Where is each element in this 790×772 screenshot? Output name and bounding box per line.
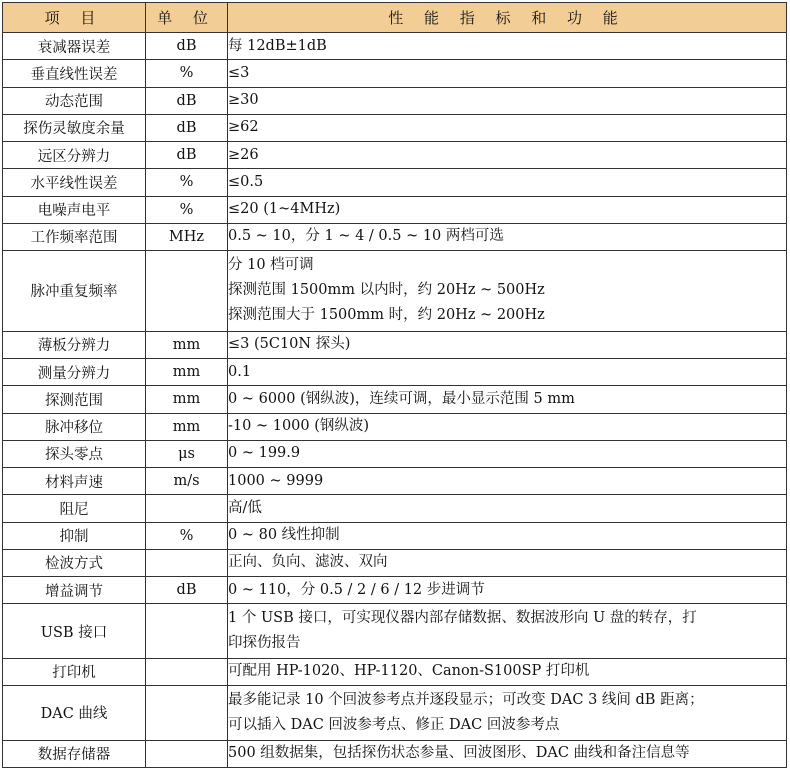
unit-cell: mm (146, 386, 228, 413)
item-cell: DAC 曲线 (3, 686, 146, 741)
table-row (3, 169, 787, 196)
performance-cell (228, 251, 787, 332)
unit-cell (146, 604, 228, 659)
item-cell: 衰减器误差 (3, 33, 146, 60)
unit-cell (146, 740, 228, 767)
unit-cell: dB (146, 87, 228, 114)
item-cell: 脉冲重复频率 (3, 251, 146, 332)
unit-cell: dB (146, 577, 228, 604)
performance-cell (228, 359, 787, 386)
performance-cell (228, 577, 787, 604)
performance-cell (228, 142, 787, 169)
table-row (3, 658, 787, 685)
table-row (3, 686, 787, 741)
performance-line: 分 10 档可调 (228, 257, 314, 274)
unit-cell: m/s (146, 468, 228, 495)
performance-cell (228, 440, 787, 467)
unit-cell (146, 686, 228, 741)
item-cell: 检波方式 (3, 549, 146, 576)
item-cell: 探测范围 (3, 386, 146, 413)
performance-cell (228, 740, 787, 767)
table-row (3, 495, 787, 522)
unit-cell: % (146, 60, 228, 87)
header-row (3, 3, 787, 33)
table-row (3, 196, 787, 223)
performance-line: 0.5 ~ 10，分 1 ~ 4 / 0.5 ~ 10 两档可选 (228, 228, 504, 245)
performance-line: 0.1 (228, 363, 252, 380)
header-performance: 性 能 指 标 和 功 能 (228, 3, 787, 33)
performance-line: 印探伤报告 (228, 635, 301, 652)
item-cell: 垂直线性误差 (3, 60, 146, 87)
unit-cell: dB (146, 142, 228, 169)
performance-cell (228, 223, 787, 250)
unit-cell: mm (146, 359, 228, 386)
table-row (3, 223, 787, 250)
spec-table (2, 2, 787, 768)
performance-cell (228, 549, 787, 576)
unit-cell: % (146, 169, 228, 196)
performance-line: 500 组数据集，包括探伤状态参量、回波图形、DAC 曲线和备注信息等 (228, 745, 690, 762)
table-row (3, 142, 787, 169)
performance-cell (228, 169, 787, 196)
table-row (3, 359, 787, 386)
performance-line: 每 12dB±1dB (228, 37, 327, 54)
item-cell: 工作频率范围 (3, 223, 146, 250)
item-cell: 材料声速 (3, 468, 146, 495)
item-cell: 探头零点 (3, 440, 146, 467)
table-row (3, 114, 787, 141)
item-cell: 测量分辨力 (3, 359, 146, 386)
item-cell: 数据存储器 (3, 740, 146, 767)
item-cell: 薄板分辨力 (3, 331, 146, 358)
performance-line: 可以插入 DAC 回波参考点、修正 DAC 回波参考点 (228, 716, 560, 733)
table-row (3, 549, 787, 576)
performance-line: 1000 ~ 9999 (228, 472, 324, 489)
item-cell: 水平线性误差 (3, 169, 146, 196)
table-row (3, 440, 787, 467)
performance-line: 0 ~ 80 线性抑制 (228, 527, 340, 544)
spec-body (3, 33, 787, 768)
performance-cell (228, 60, 787, 87)
unit-cell (146, 495, 228, 522)
item-cell: 电噪声电平 (3, 196, 146, 223)
item-cell: 阻尼 (3, 495, 146, 522)
performance-line: 探测范围 1500mm 以内时，约 20Hz ~ 500Hz (228, 282, 545, 299)
performance-line: ≤0.5 (228, 173, 264, 190)
performance-line: 0 ~ 199.9 (228, 445, 301, 462)
table-row (3, 577, 787, 604)
unit-cell: mm (146, 331, 228, 358)
table-row (3, 604, 787, 659)
table-row (3, 251, 787, 332)
performance-line: 最多能记录 10 个回波参考点并逐段显示；可改变 DAC 3 线间 dB 距离； (228, 691, 704, 708)
item-cell: 远区分辨力 (3, 142, 146, 169)
item-cell: 探伤灵敏度余量 (3, 114, 146, 141)
item-cell: 增益调节 (3, 577, 146, 604)
performance-line: 高/低 (228, 499, 262, 516)
unit-cell (146, 251, 228, 332)
item-cell: USB 接口 (3, 604, 146, 659)
performance-line: 可配用 HP-1020、HP-1120、Canon-S100SP 打印机 (228, 663, 590, 680)
unit-cell: dB (146, 33, 228, 60)
performance-cell (228, 468, 787, 495)
performance-line: ≤3 (5C10N 探头) (228, 336, 351, 353)
performance-cell (228, 658, 787, 685)
item-cell: 抑制 (3, 522, 146, 549)
performance-cell (228, 686, 787, 741)
unit-cell: MHz (146, 223, 228, 250)
performance-line: 0 ~ 110，分 0.5 / 2 / 6 / 12 步进调节 (228, 581, 485, 598)
performance-line: ≤3 (228, 64, 250, 81)
unit-cell: μs (146, 440, 228, 467)
performance-cell (228, 386, 787, 413)
table-row (3, 33, 787, 60)
table-row (3, 740, 787, 767)
item-cell: 脉冲移位 (3, 413, 146, 440)
performance-line: ≤20 (1~4MHz) (228, 201, 341, 218)
table-row (3, 60, 787, 87)
table-row (3, 386, 787, 413)
performance-line: 0 ~ 6000 (钢纵波)，连续可调，最小显示范围 5 mm (228, 390, 575, 407)
header-item: 项 目 (3, 3, 146, 33)
performance-line: ≥30 (228, 92, 259, 109)
table-row (3, 413, 787, 440)
performance-cell (228, 33, 787, 60)
performance-cell (228, 331, 787, 358)
table-row (3, 468, 787, 495)
performance-cell (228, 604, 787, 659)
unit-cell: % (146, 522, 228, 549)
performance-cell (228, 87, 787, 114)
performance-cell (228, 114, 787, 141)
performance-cell (228, 495, 787, 522)
item-cell: 动态范围 (3, 87, 146, 114)
performance-line: 1 个 USB 接口，可实现仪器内部存储数据、数据波形向 U 盘的转存，打 (228, 610, 697, 627)
performance-cell (228, 413, 787, 440)
unit-cell: dB (146, 114, 228, 141)
item-cell: 打印机 (3, 658, 146, 685)
performance-line: 正向、负向、滤波、双向 (228, 554, 388, 571)
header-unit: 单 位 (146, 3, 228, 33)
unit-cell (146, 658, 228, 685)
table-row (3, 331, 787, 358)
unit-cell (146, 549, 228, 576)
performance-cell (228, 196, 787, 223)
performance-line: ≥26 (228, 146, 259, 163)
table-row (3, 522, 787, 549)
unit-cell: % (146, 196, 228, 223)
performance-line: 探测范围大于 1500mm 时，约 20Hz ~ 200Hz (228, 307, 545, 324)
unit-cell: mm (146, 413, 228, 440)
performance-line: ≥62 (228, 119, 259, 136)
performance-cell (228, 522, 787, 549)
table-row (3, 87, 787, 114)
performance-line: -10 ~ 1000 (钢纵波) (228, 418, 370, 435)
